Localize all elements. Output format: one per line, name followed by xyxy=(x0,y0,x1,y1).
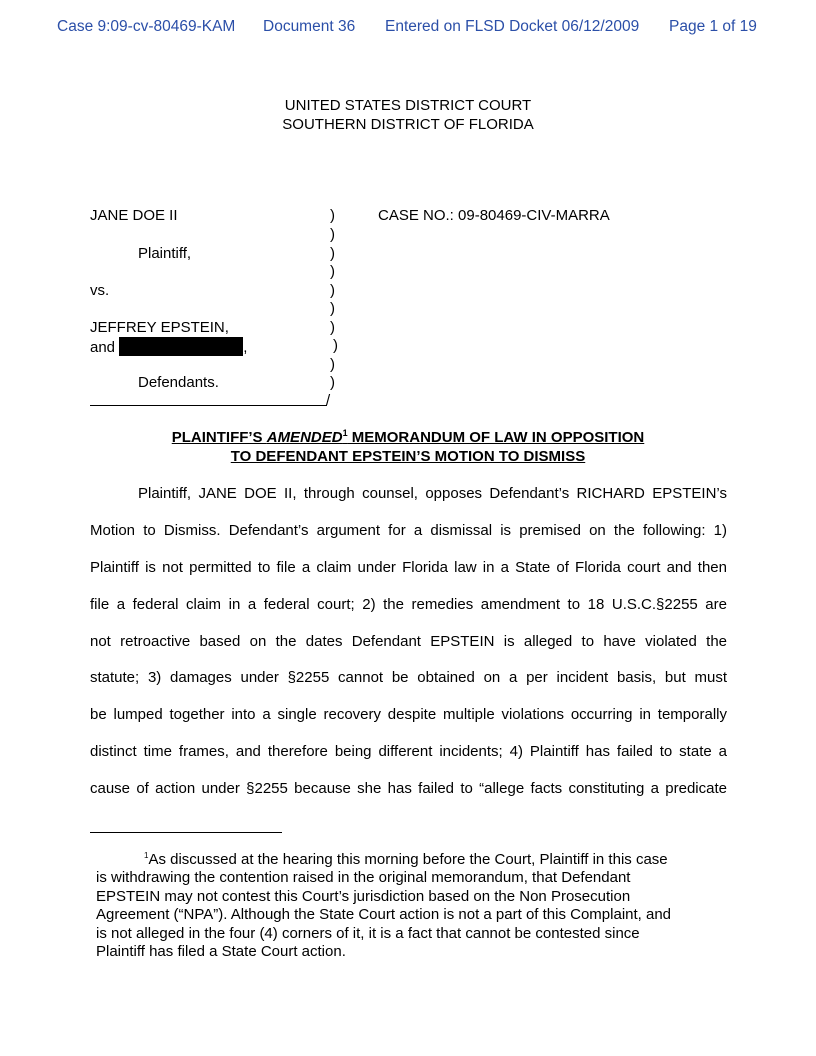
caption-paren: ) xyxy=(330,245,335,262)
defendant-name: JEFFREY EPSTEIN, xyxy=(90,319,229,336)
and-label: and xyxy=(90,339,116,356)
plaintiff-name: JANE DOE II xyxy=(90,207,178,224)
caption-rule xyxy=(90,405,327,406)
header-entered-date: Entered on FLSD Docket 06/12/2009 xyxy=(385,18,640,35)
court-name: UNITED STATES DISTRICT COURT xyxy=(284,97,532,114)
redaction-box xyxy=(119,337,243,356)
caption-paren: ) xyxy=(330,374,335,391)
caption-paren: ) xyxy=(330,226,335,243)
footnote-line: EPSTEIN may not contest this Court’s jurisdiction based on the Non Prosecution xyxy=(96,888,631,905)
document-title-line2: TO DEFENDANT EPSTEIN’S MOTION TO DISMISS xyxy=(230,448,586,465)
footnote-line: is not alleged in the four (4) corners of it, it is a fact that cannot be contested since xyxy=(96,925,640,942)
body-line: Plaintiff is not permitted to file a claim under Florida law in a State of Florida court and then xyxy=(90,559,727,576)
body-line: be lumped together into a single recovery despite multiple violations occurring in temporally xyxy=(90,706,727,723)
caption-paren: ) xyxy=(330,300,335,317)
case-number: CASE NO.: 09-80469-CIV-MARRA xyxy=(378,207,610,224)
court-district: SOUTHERN DISTRICT OF FLORIDA xyxy=(282,116,534,133)
caption-paren: ) xyxy=(330,356,335,373)
footnote-line: Agreement (“NPA”). Although the State Court action is not a part of this Complaint, and xyxy=(96,906,672,923)
redaction-comma: , xyxy=(243,339,248,356)
defendant-role: Defendants. xyxy=(138,374,219,391)
body-line: not retroactive based on the dates Defendant EPSTEIN is alleged to have violated the xyxy=(90,633,727,650)
defendant-second-line xyxy=(90,337,247,356)
body-line: Motion to Dismiss. Defendant’s argument for a dismissal is premised on the following: 1) xyxy=(90,522,727,539)
caption-paren: ) xyxy=(333,337,338,354)
footnote-marker: 1 xyxy=(144,851,149,860)
header-case-number: Case 9:09-cv-80469-KAM xyxy=(57,18,236,35)
header-page-number: Page 1 of 19 xyxy=(669,18,757,35)
header-document-number: Document 36 xyxy=(263,18,356,35)
plaintiff-role: Plaintiff, xyxy=(138,245,192,262)
body-line: file a federal claim in a federal court; 2) the remedies amendment to 18 U.S.C.§2255 are xyxy=(90,596,727,613)
caption-paren: ) xyxy=(330,319,335,336)
footnote-line: is withdrawing the contention raised in the original memorandum, that Defendant xyxy=(96,869,631,886)
footnote-separator xyxy=(90,832,282,833)
caption-paren: ) xyxy=(330,207,335,224)
caption-paren: ) xyxy=(330,282,335,299)
body-line: statute; 3) damages under §2255 cannot be obtained on a per incident basis, but must xyxy=(90,669,727,686)
caption-slash: / xyxy=(326,392,331,409)
document-title-line1: PLAINTIFF’S AMENDED$^1$ MEMORANDUM OF LAW IN OPPOSITION xyxy=(171,428,645,446)
body-line: distinct time frames, and therefore being different incidents; 4) Plaintiff has failed to state a xyxy=(90,743,727,760)
body-line: cause of action under §2255 because she has failed to “allege facts constituting a predicate xyxy=(90,780,727,797)
footnote-line: Plaintiff has filed a State Court action. xyxy=(96,943,346,960)
caption-paren: ) xyxy=(330,263,335,280)
footnote-line: $^1$As discussed at the hearing this morning before the Court, Plaintiff in this case xyxy=(144,851,668,868)
versus-label: vs. xyxy=(90,282,110,299)
footnote-reference: 1 xyxy=(342,428,348,438)
body-line: Plaintiff, JANE DOE II, through counsel, opposes Defendant’s RICHARD EPSTEIN’s xyxy=(138,485,727,502)
